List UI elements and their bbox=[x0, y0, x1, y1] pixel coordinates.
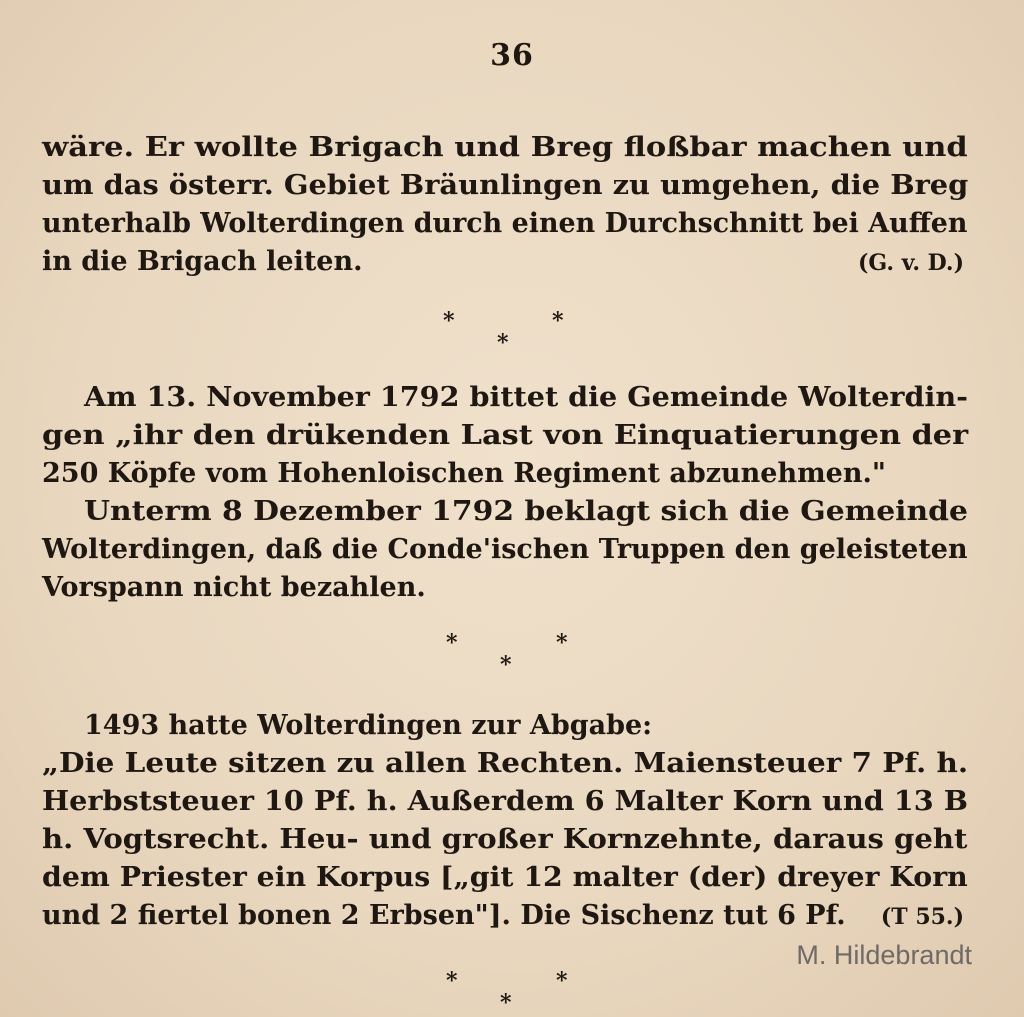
separator-asterisk: * bbox=[500, 652, 512, 678]
text-line: unterhalb Wolterdingen durch einen Durchschnitt bei Auffen bbox=[42, 208, 968, 239]
text-line: h. Vogtsrecht. Heu- und großer Kornzehnte, daraus geht bbox=[42, 824, 968, 855]
separator-asterisk: * bbox=[497, 330, 509, 356]
text-line: Vorspann nicht bezahlen. bbox=[42, 572, 426, 603]
text-line: Unterm 8 Dezember 1792 beklagt sich die Gemeinde bbox=[84, 496, 968, 527]
watermark: M. Hildebrandt bbox=[796, 940, 972, 970]
page-number: 36 bbox=[490, 38, 534, 73]
separator-asterisk: * bbox=[552, 308, 564, 334]
separator-asterisk: * bbox=[556, 630, 568, 656]
text-line: 250 Köpfe vom Hohenloischen Regiment abzunehmen." bbox=[42, 458, 886, 489]
separator-asterisk: * bbox=[556, 968, 568, 994]
separator-asterisk: * bbox=[500, 990, 512, 1016]
separator-asterisk: * bbox=[446, 630, 458, 656]
text-line: Am 13. November 1792 bittet die Gemeinde Wolterdin- bbox=[84, 382, 969, 413]
separator-asterisk: * bbox=[443, 308, 455, 334]
text-line: dem Priester ein Korpus [„git 12 malter (der) dreyer Korn bbox=[42, 862, 968, 893]
text-line: Wolterdingen, daß die Conde'ischen Truppen den geleisteten bbox=[42, 534, 968, 565]
separator-asterisk: * bbox=[446, 968, 458, 994]
source-reference: (G. v. D.) bbox=[858, 250, 964, 276]
source-reference: (T 55.) bbox=[880, 904, 964, 930]
text-line: gen „ihr den drükenden Last von Einquatierungen der bbox=[42, 420, 969, 451]
text-line: und 2 fiertel bonen 2 Erbsen"]. Die Sischenz tut 6 Pf. bbox=[42, 900, 846, 931]
text-line: „Die Leute sitzen zu allen Rechten. Maiensteuer 7 Pf. h. bbox=[42, 748, 969, 779]
text-line: um das österr. Gebiet Bräunlingen zu umgehen, die Breg bbox=[42, 170, 969, 201]
text-line: in die Brigach leiten. bbox=[42, 246, 363, 277]
text-line: wäre. Er wollte Brigach und Breg floßbar machen und bbox=[42, 132, 968, 163]
text-line: 1493 hatte Wolterdingen zur Abgabe: bbox=[84, 710, 653, 741]
text-line: Herbststeuer 10 Pf. h. Außerdem 6 Malter Korn und 13 B bbox=[42, 786, 969, 817]
